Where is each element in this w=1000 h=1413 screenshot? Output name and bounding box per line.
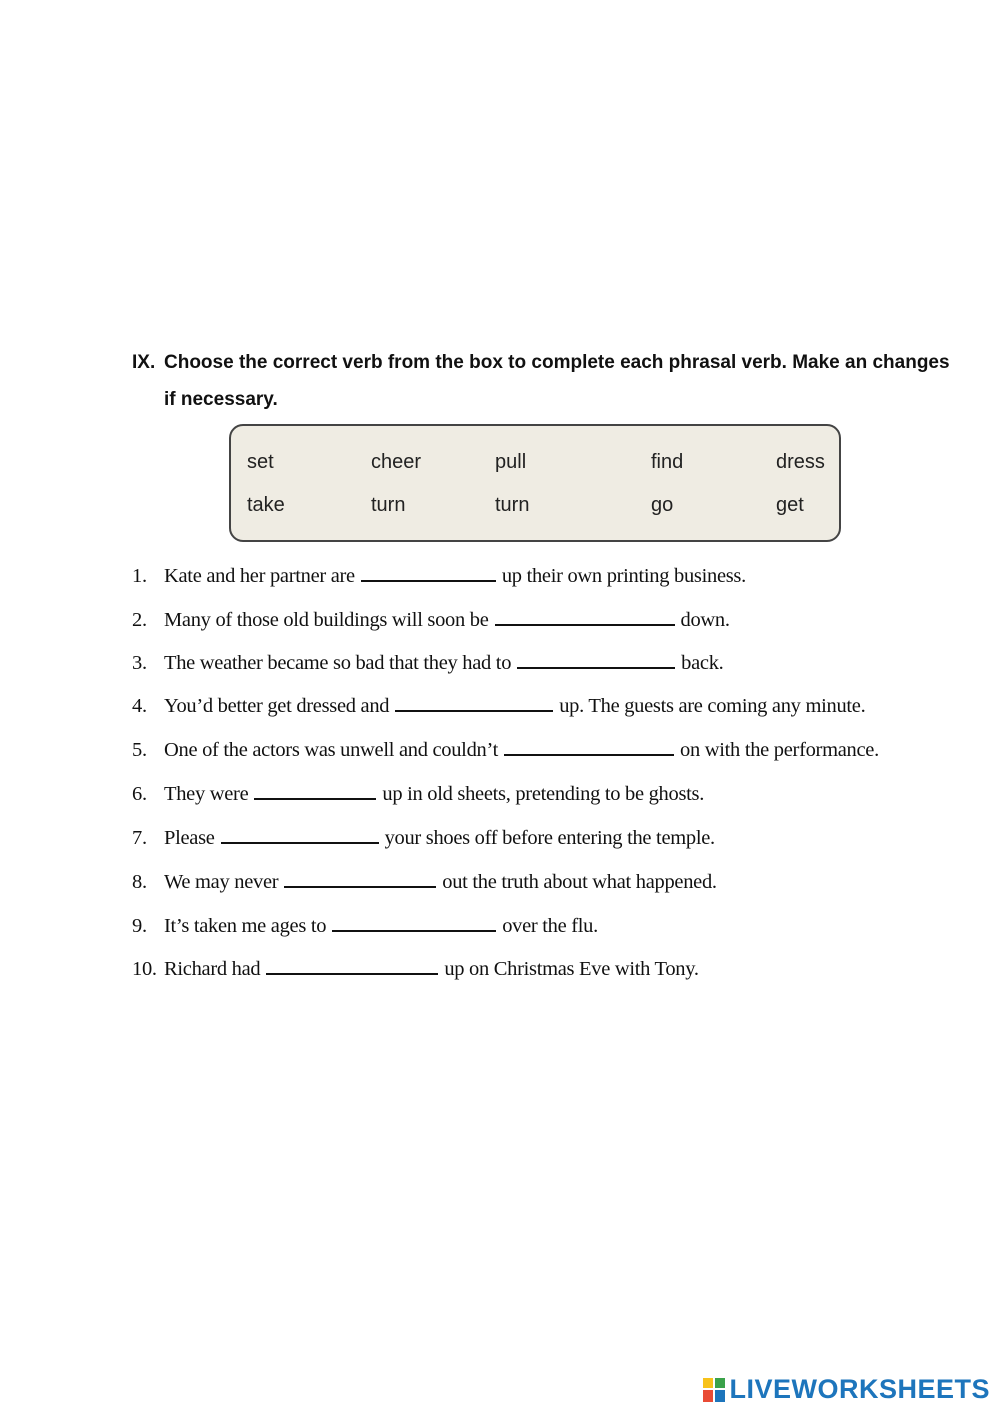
liveworksheets-logo — [703, 1374, 990, 1405]
item-text-after: up their own printing business. — [501, 565, 746, 587]
answer-blank[interactable] — [254, 778, 376, 800]
item-text-before: The weather became so bad that they had to — [164, 652, 512, 674]
word-box-item: pull — [495, 451, 527, 473]
item-text-before: One of the actors was unwell and couldn’t — [164, 739, 499, 761]
item-text-before: You’d better get dressed and — [164, 695, 390, 717]
list-item — [132, 910, 598, 940]
answer-blank[interactable] — [361, 560, 496, 582]
item-text-before: Please — [164, 827, 215, 849]
item-text-before: They were — [164, 783, 249, 805]
item-text-after: down. — [680, 609, 730, 631]
list-item — [132, 778, 704, 808]
item-text-before: Many of those old buildings will soon be — [164, 609, 489, 631]
list-item — [132, 604, 730, 634]
exercise-number: IX. — [132, 352, 156, 373]
answer-blank[interactable] — [395, 690, 553, 712]
exercise-instruction: Choose the correct verb from the box to complete each phrasal verb. Make an changes if necessary. — [164, 352, 950, 410]
liveworksheets-logo-icon — [703, 1378, 725, 1402]
item-number: 2. — [132, 609, 147, 631]
word-box-item: cheer — [371, 451, 422, 473]
item-text-after: up on Christmas Eve with Tony. — [444, 958, 699, 980]
word-box-item: turn — [495, 494, 530, 516]
item-text-before: We may never — [164, 871, 279, 893]
item-number: 7. — [132, 827, 147, 849]
item-text-before: Richard had — [164, 958, 261, 980]
word-box-item: set — [247, 451, 274, 473]
list-item — [132, 647, 723, 677]
word-box-item: take — [247, 494, 285, 516]
list-item — [132, 560, 746, 590]
item-text-after: on with the performance. — [680, 739, 879, 761]
answer-blank[interactable] — [495, 604, 675, 626]
answer-blank[interactable] — [221, 822, 379, 844]
item-number: 8. — [132, 871, 147, 893]
liveworksheets-brand: LIVEWORKSHEETS — [729, 1374, 990, 1404]
list-item — [132, 866, 717, 896]
answer-blank[interactable] — [284, 866, 436, 888]
item-text-after: your shoes off before entering the temple. — [384, 827, 715, 849]
answer-blank[interactable] — [517, 647, 675, 669]
word-box-item: turn — [371, 494, 406, 516]
list-item — [132, 822, 715, 852]
item-text-after: up. The guests are coming any minute. — [559, 695, 866, 717]
item-number: 6. — [132, 783, 147, 805]
item-number: 10. — [132, 958, 157, 980]
item-number: 4. — [132, 695, 147, 717]
item-number: 9. — [132, 915, 147, 937]
answer-blank[interactable] — [504, 734, 674, 756]
list-item — [132, 734, 879, 764]
item-number: 1. — [132, 565, 147, 587]
list-item — [132, 953, 699, 983]
word-box-item: find — [651, 451, 684, 473]
word-box — [229, 424, 841, 542]
item-text-after: over the flu. — [502, 915, 598, 937]
item-number: 5. — [132, 739, 147, 761]
word-box-item: go — [651, 494, 674, 516]
answer-blank[interactable] — [266, 953, 438, 975]
item-text-after: out the truth about what happened. — [442, 871, 717, 893]
word-box-item: dress — [776, 451, 825, 473]
item-text-before: Kate and her partner are — [164, 565, 355, 587]
item-text-before: It’s taken me ages to — [164, 915, 327, 937]
list-item — [132, 690, 865, 720]
item-text-after: up in old sheets, pretending to be ghosts. — [382, 783, 705, 805]
item-text-after: back. — [681, 652, 724, 674]
word-box-item: get — [776, 494, 804, 516]
answer-blank[interactable] — [332, 910, 496, 932]
item-number: 3. — [132, 652, 147, 674]
